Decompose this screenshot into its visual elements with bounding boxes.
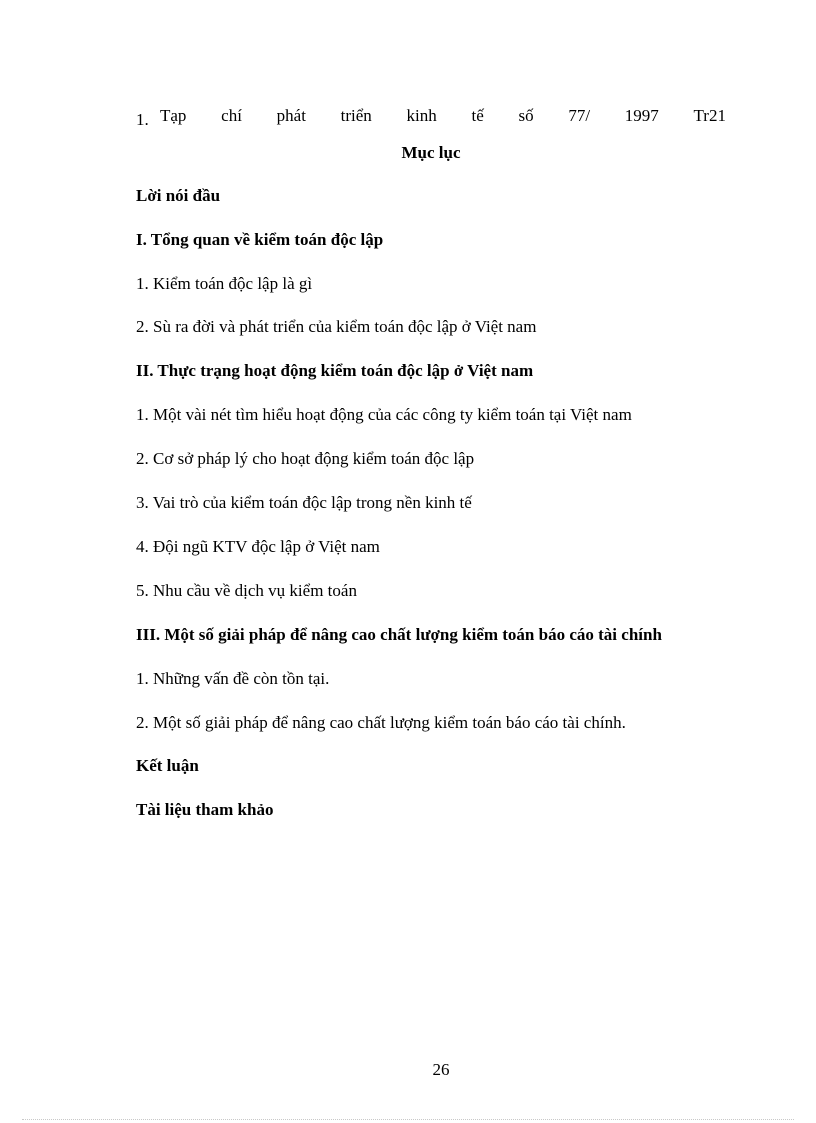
toc-entry: 2. Cơ sở pháp lý cho hoạt động kiểm toán độc lập bbox=[136, 449, 475, 468]
reference-word: tế bbox=[471, 106, 484, 125]
toc-entry: 2. Sù ra đời và phát triển của kiểm toán độc lập ở Việt nam bbox=[136, 317, 537, 336]
reference-word: chí bbox=[221, 106, 242, 125]
page-number: 26 bbox=[432, 1060, 450, 1079]
reference-word: 1997 bbox=[624, 106, 659, 125]
toc-entry: 2. Một số giải pháp để nâng cao chất lượng kiểm toán báo cáo tài chính. bbox=[136, 713, 626, 732]
page-bottom-divider bbox=[22, 1119, 794, 1120]
toc-entry-conclusion: Kết luận bbox=[136, 756, 199, 775]
toc-entry: 1. Một vài nét tìm hiểu hoạt động của các công ty kiểm toán tại Việt nam bbox=[136, 405, 632, 424]
reference-text bbox=[160, 104, 726, 128]
reference-word: 77/ bbox=[568, 106, 591, 125]
reference-word: kinh bbox=[406, 106, 437, 125]
toc-entry: 1. Những vấn đề còn tồn tại. bbox=[136, 669, 330, 688]
reference-word: Tr21 bbox=[693, 106, 726, 125]
toc-entry-references: Tài liệu tham khảo bbox=[136, 800, 274, 819]
reference-word: số bbox=[518, 106, 534, 125]
toc-entry: 3. Vai trò của kiểm toán độc lập trong nền kinh tế bbox=[136, 493, 472, 512]
reference-word: triển bbox=[340, 106, 372, 125]
reference-line bbox=[136, 104, 726, 128]
toc-section-heading-2: II. Thực trạng hoạt động kiểm toán độc lập ở Việt nam bbox=[136, 361, 534, 380]
reference-number: 1. bbox=[136, 110, 149, 129]
toc-title: Mục lục bbox=[401, 143, 461, 162]
toc-entry: 1. Kiểm toán độc lập là gì bbox=[136, 274, 313, 293]
reference-word: phát bbox=[276, 106, 306, 125]
toc-entry-preface: Lời nói đầu bbox=[136, 186, 221, 205]
toc-entry: 5. Nhu cầu về dịch vụ kiểm toán bbox=[136, 581, 357, 600]
toc-section-heading-1: I. Tổng quan về kiểm toán độc lập bbox=[136, 230, 384, 249]
toc-section-heading-3: III. Một số giải pháp để nâng cao chất lượng kiểm toán báo cáo tài chính bbox=[136, 625, 662, 644]
reference-word: Tạp bbox=[160, 106, 187, 125]
toc-entry: 4. Đội ngũ KTV độc lập ở Việt nam bbox=[136, 537, 380, 556]
